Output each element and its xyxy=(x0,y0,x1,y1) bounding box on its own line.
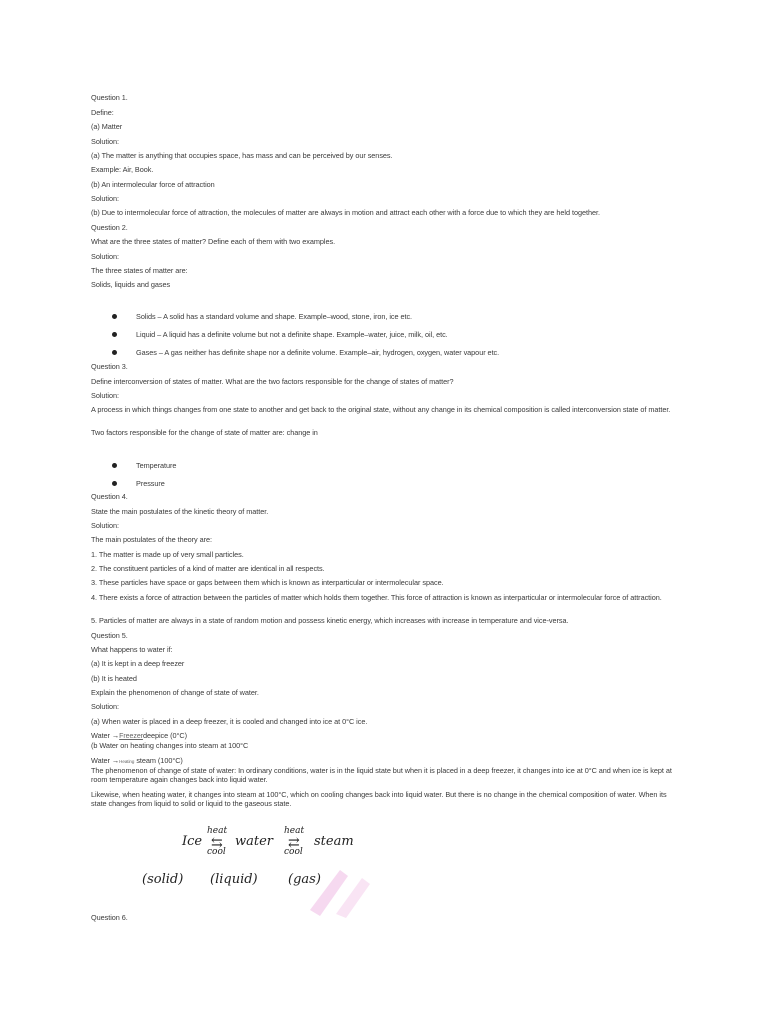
question-text: What are the three states of matter? Define each of them with two examples. xyxy=(91,237,336,246)
answer-text: (b Water on heating changes into steam at 100°C xyxy=(91,741,249,750)
answer-text: A process in which things changes from one state to another and get back to the original state, without any change in its chemical composition is called interconversion state of matter. xyxy=(91,405,671,414)
reaction-freezing: Water →Freezerdeepice (0°C) xyxy=(91,731,187,740)
eq-solid: (solid) xyxy=(142,872,184,887)
list-item: 2. The constituent particles of a kind of matter are identical in all respects. xyxy=(91,564,325,573)
list-item: Liquid – A liquid has a definite volume but not a definite shape. Example–water, juice, milk, oil, etc. xyxy=(136,330,448,339)
answer-text: Likewise, when heating water, it changes into steam at 100°C, which on cooling changes back into liquid water. But there is no change in the chemical composition of water. When its state changes from liquid to solid or liquid to the gaseous state. xyxy=(91,790,667,808)
answer-text: Solids, liquids and gases xyxy=(91,280,171,289)
solution-label: Solution: xyxy=(91,391,119,400)
question-2-heading: Question 2. xyxy=(91,223,128,232)
question-5-heading: Question 5. xyxy=(91,631,128,640)
list-item: Gases – A gas neither has definite shape nor a definite volume. Example–air, hydrogen, oxygen, water vapour etc. xyxy=(136,348,500,357)
solution-label: Solution: xyxy=(91,252,119,261)
equilibrium-arrow-icon: ⇆ xyxy=(211,835,223,851)
eq-heat-label: heat xyxy=(284,826,305,836)
question-text: State the main postulates of the kinetic theory of matter. xyxy=(91,507,269,516)
bullet-icon xyxy=(112,314,117,319)
example-text: Example: Air, Book. xyxy=(91,165,154,174)
answer-text: The phenomenon of change of state of water: In ordinary conditions, water is in the liquid state but when it is placed in a deep freezer, it changes into ice at 0°C and when ice is kept at room temperature again changes back into liquid water. xyxy=(91,766,672,784)
answer-text: The main postulates of the theory are: xyxy=(91,535,213,544)
watermark-graphic xyxy=(300,850,380,920)
solution-label: Solution: xyxy=(91,137,119,146)
bullet-icon xyxy=(112,350,117,355)
eq-heat-label: heat xyxy=(207,826,228,836)
reaction-heating: Water →Heating steam (100°C) xyxy=(91,756,183,765)
eq-water: water xyxy=(235,834,274,849)
question-text: What happens to water if: xyxy=(91,645,173,654)
eq-gas: (gas) xyxy=(288,872,321,887)
question-text: Explain the phenomenon of change of state of water. xyxy=(91,688,259,697)
eq-liquid: (liquid) xyxy=(210,872,258,887)
list-item: Temperature xyxy=(136,461,177,470)
list-item: Pressure xyxy=(136,479,165,488)
bullet-icon xyxy=(112,481,117,486)
question-4-heading: Question 4. xyxy=(91,492,128,501)
bullet-icon xyxy=(112,463,117,468)
part-a-label: (a) Matter xyxy=(91,122,123,131)
eq-cool-label: cool xyxy=(284,847,303,857)
eq-cool-label: cool xyxy=(207,847,226,857)
question-1-heading: Question 1. xyxy=(91,93,128,102)
list-item: 5. Particles of matter are always in a state of random motion and possess kinetic energy, which increases with increase in temperature and vice-versa. xyxy=(91,616,569,625)
answer-text: The three states of matter are: xyxy=(91,266,188,275)
list-item: 3. These particles have space or gaps between them which is known as interparticular or intermolecular space. xyxy=(91,578,444,587)
question-3-heading: Question 3. xyxy=(91,362,128,371)
part-a-label: (a) It is kept in a deep freezer xyxy=(91,659,185,668)
part-b-label: (b) It is heated xyxy=(91,674,137,683)
question-6-heading: Question 6. xyxy=(91,913,128,922)
list-item: Solids – A solid has a standard volume and shape. Example–wood, stone, iron, ice etc. xyxy=(136,312,413,321)
equilibrium-arrow-icon: ⇄ xyxy=(288,835,300,851)
solution-label: Solution: xyxy=(91,521,119,530)
solution-label: Solution: xyxy=(91,702,119,711)
solution-label: Solution: xyxy=(91,194,119,203)
answer-text: Two factors responsible for the change of state of matter are: change in xyxy=(91,428,318,437)
list-item: 1. The matter is made up of very small particles. xyxy=(91,550,244,559)
define-label: Define: xyxy=(91,108,114,117)
eq-ice: Ice xyxy=(182,834,203,849)
eq-steam: steam xyxy=(314,834,354,849)
answer-text: (a) The matter is anything that occupies space, has mass and can be perceived by our senses. xyxy=(91,151,393,160)
part-b-label: (b) An intermolecular force of attraction xyxy=(91,180,215,189)
list-item: 4. There exists a force of attraction between the particles of matter which holds them together. This force of attraction is known as interparticular or intermolecular force of attraction. xyxy=(91,593,662,602)
bullet-icon xyxy=(112,332,117,337)
answer-text: (a) When water is placed in a deep freezer, it is cooled and changed into ice at 0°C ice. xyxy=(91,717,368,726)
answer-text: (b) Due to intermolecular force of attraction, the molecules of matter are always in motion and attract each other with a force due to which they are held together. xyxy=(91,208,600,217)
question-text: Define interconversion of states of matter. What are the two factors responsible for the change of states of matter? xyxy=(91,377,454,386)
